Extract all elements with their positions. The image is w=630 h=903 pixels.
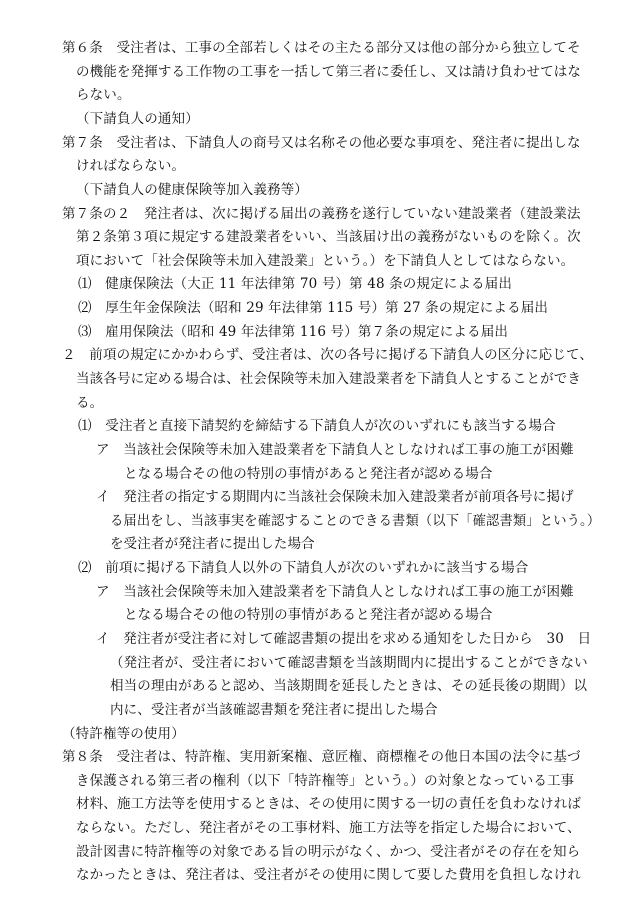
item-2-i-line-1: イ 発注者が受注者に対して確認書類の提出を求める通知をした日から 30 日 (96, 631, 592, 647)
article-8-line-6: なかったときは、発注者は、受注者がその使用に関して要した費用を負担しなけれ (76, 867, 582, 884)
item-2-i-line-4: 内に、受注者が当該確認書類を発注者に提出した場合 (110, 701, 438, 718)
article-8-line-5: 設計図書に特許権等の対象である旨の明示がなく、かつ、受注者がその存在を知ら (76, 843, 581, 860)
heading-patent-use: （特許権等の使用） (62, 725, 185, 742)
para-2-item-2: ⑵ 前項に掲げる下請負人以外の下請負人が次のいずれかに該当する場合 (78, 560, 529, 577)
article-6-line-3: らない。 (76, 87, 131, 104)
article-8-line-3: 材料、施工方法等を使用するときは、その使用に関する一切の責任を負わなければ (76, 796, 582, 813)
item-2-i-line-3: 相当の理由があると認め、当該期間を延長したときは、その延長後の期間）以 (110, 678, 588, 695)
article-7-2-line-2: 第２条第３項に規定する建設業者をいい、当該届け出の義務がないものを除く。次 (76, 229, 581, 246)
para-2-line-2: 当該各号に定める場合は、社会保険等未加入建設業者を下請負人とすることができ (76, 370, 582, 387)
item-1-health-insurance: ⑴ 健康保険法（大正 11 年法律第 70 号）第 48 条の規定による届出 (78, 276, 512, 293)
item-1-a-line-1: ア 当該社会保険等未加入建設業者を下請負人としなければ工事の施工が困難 (96, 441, 574, 458)
article-7-line-2: ければならない。 (76, 158, 186, 175)
item-1-i-line-2: る届出をし、当該事実を確認することのできる書類（以下「確認書類」という。） (110, 512, 601, 529)
item-1-a-line-2: となる場合その他の特別の事情があると発注者が認める場合 (124, 465, 493, 482)
article-7-2-line-1: 第７条の２ 発注者は、次に掲げる届出の義務を遂行していない建設業者（建設業法 (62, 205, 581, 222)
article-6-line-1: 第６条 受注者は、工事の全部若しくはその主たる部分又は他の部分から独立してそ (62, 40, 581, 56)
article-8-line-2: き保護される第三者の権利（以下「特許権等」という。）の対象となっている工事 (76, 772, 575, 789)
article-7-line-1: 第７条 受注者は、下請負人の商号又は名称その他必要な事項を、発注者に提出しな (62, 134, 581, 151)
article-8-line-4: ならない。ただし、発注者がその工事材料、施工方法等を指定した場合において、 (76, 820, 581, 837)
article-7-2-line-3: 項において「社会保険等未加入建設業」という。）を下請負人としてはならない。 (76, 252, 575, 269)
item-2-a-line-1: ア 当該社会保険等未加入建設業者を下請負人としなければ工事の施工が困難 (96, 583, 574, 600)
para-2-line-3: る。 (76, 394, 104, 411)
item-2-pension-insurance: ⑵ 厚生年金保険法（昭和 29 年法律第 115 号）第 27 条の規定による届出 (78, 300, 549, 316)
item-1-i-line-3: を受注者が発注者に提出した場合 (110, 536, 315, 553)
heading-subcontractor-notice: （下請負人の通知） (76, 110, 199, 127)
item-1-i-line-1: イ 発注者の指定する期間内に当該社会保険未加入建設業者が前項各号に掲げ (96, 489, 574, 506)
item-2-a-line-2: となる場合その他の特別の事情があると発注者が認める場合 (124, 607, 493, 624)
item-3-employment-insurance: ⑶ 雇用保険法（昭和 49 年法律第 116 号）第７条の規定による届出 (78, 323, 509, 340)
article-6-line-2: の機能を発揮する工作物の工事を一括して第三者に委任し、又は請け負わせてはな (76, 63, 582, 80)
item-2-i-line-2: （発注者が、受注者において確認書類を当該期間内に提出することができない (110, 654, 588, 671)
article-8-line-1: 第８条 受注者は、特許権、実用新案権、意匠権、商標権その他日本国の法令に基づ (62, 749, 581, 766)
heading-health-insurance: （下請負人の健康保険等加入義務等） (76, 181, 309, 198)
para-2-item-1: ⑴ 受注者と直接下請契約を締結する下請負人が次のいずれにも該当する場合 (78, 418, 556, 435)
para-2-line-1: ２ 前項の規定にかかわらず、受注者は、次の各号に掲げる下請負人の区分に応じて、 (62, 347, 593, 364)
